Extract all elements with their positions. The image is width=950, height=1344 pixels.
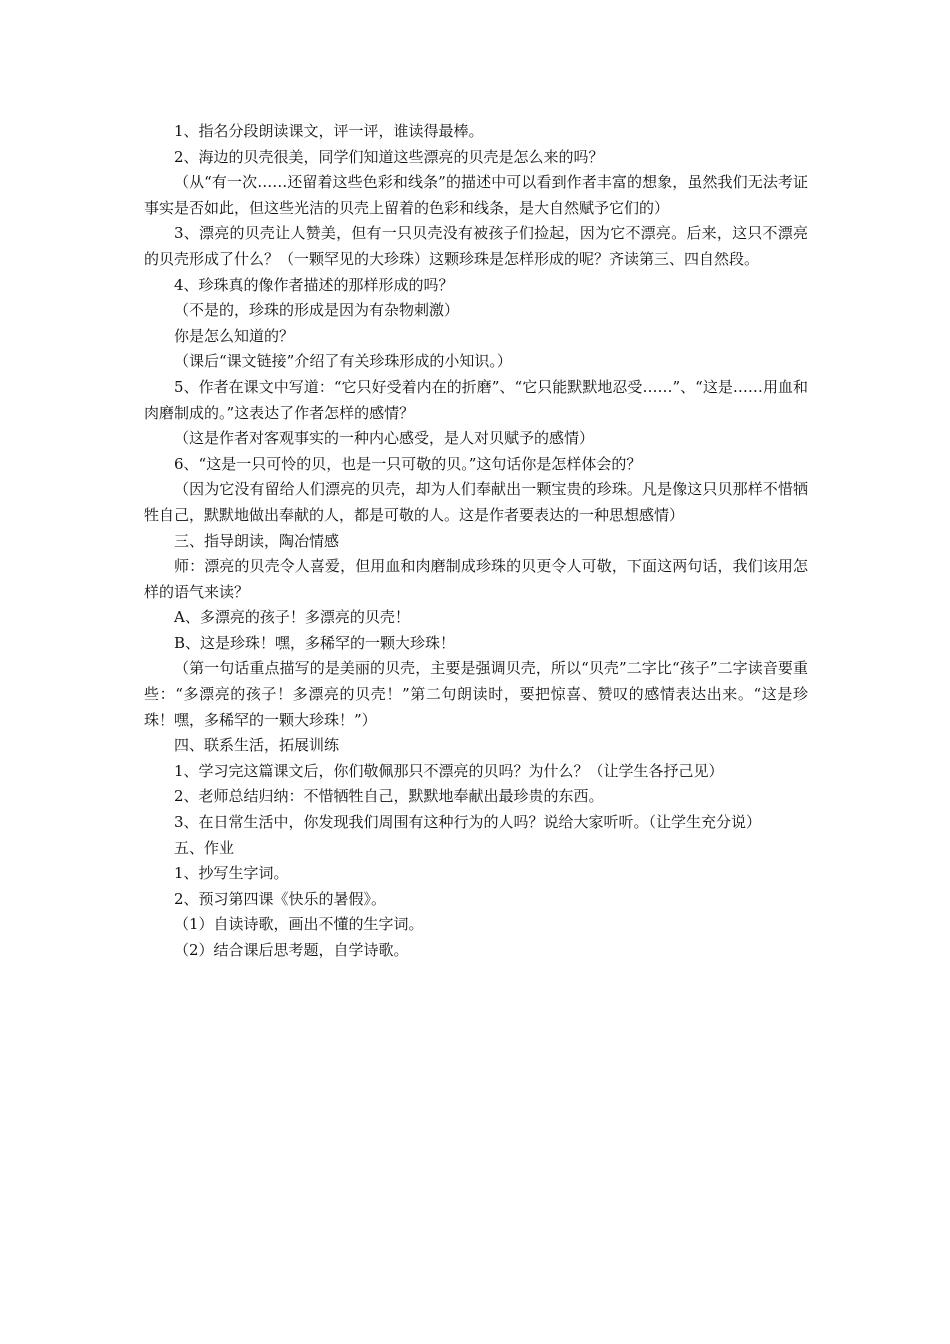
paragraph-pearl-formation-answer: （不是的，珍珠的形成是因为有杂物刺激） [174,301,460,320]
paragraph-sentence-b: B、这是珍珠！嘿，多稀罕的一颗大珍珠！ [174,633,456,652]
paragraph-pearl-formation-question: 4、珍珠真的像作者描述的那样形成的吗？ [174,275,454,294]
paragraph-author-feeling-question: 5、作者在课文中写道：“它只好受着内在的折磨”、“它只能默默地忍受……”、“这是……用血和肉磨制成的。”这表达了作者怎样的感情？ [144,377,808,422]
paragraph-pearl-question: 3、漂亮的贝壳让人赞美，但有一只贝壳没有被孩子们捡起，因为它不漂亮。后来，这只不漂亮的贝壳形成了什么？（一颗罕见的大珍珠）这颗珍珠是怎样形成的呢？齐读第三、四自然段。 [144,224,808,268]
paragraph-pitiful-shell-answer: （因为它没有留给人们漂亮的贝壳，却为人们奉献出一颗宝贵的珍珠。凡是像这只贝那样不惜牺牲自己，默默地做出奉献的人，都是可敬的人。这是作者要表达的一种思想感情） [144,480,808,524]
homework-item-preview-lesson: 2、预习第四课《快乐的暑假》。 [174,889,387,908]
paragraph-reading-explanation: （第一句话重点描写的是美丽的贝壳，主要是强调贝壳，所以“贝壳”二字比“孩子”二字读音要重些：“多漂亮的孩子！多漂亮的贝壳！”第二句朗读时，要把惊喜、赞叹的感情表达出来。“这是珍珠！嘿，多稀罕的一颗大珍珠！”） [144,659,808,729]
section-heading-reading-guidance: 三、指导朗读，陶冶情感 [174,531,340,550]
paragraph-sentence-a: A、多漂亮的孩子！多漂亮的贝壳！ [174,608,410,627]
lesson-plan-body [144,119,808,964]
paragraph-pitiful-shell-question: 6、“这是一只可怜的贝，也是一只可敬的贝。”这句话你是怎样体会的？ [174,454,642,473]
paragraph-admire-question: 1、学习完这篇课文后，你们敬佩那只不漂亮的贝吗？为什么？（让学生各抒己见） [174,761,724,780]
paragraph-daily-life-question: 3、在日常生活中，你发现我们周围有这种行为的人吗？说给大家听听。（让学生充分说） [174,813,762,832]
homework-subitem-self-study: （2）结合课后思考题，自学诗歌。 [174,941,409,959]
paragraph-reading-aloud: 1、指名分段朗读课文，评一评，谁读得最棒。 [174,122,484,140]
paragraph-teacher-summary: 2、老师总结归纳：不惜牺牲自己，默默地奉献出最珍贵的东西。 [174,787,604,806]
paragraph-how-know: 你是怎么知道的？ [174,326,295,345]
paragraph-author-feeling-answer: （这是作者对客观事实的一种内心感受，是人对贝赋予的感情） [174,429,595,448]
homework-item-copy-words: 1、抄写生字词。 [174,864,289,883]
paragraph-text-link: （课后“课文链接”介绍了有关珍珠形成的小知识。） [174,352,512,371]
paragraph-shell-question: 2、海边的贝壳很美，同学们知道这些漂亮的贝壳是怎么来的吗？ [174,147,604,166]
section-heading-homework: 五、作业 [174,838,235,857]
paragraph-teacher-prompt: 师：漂亮的贝壳令人喜爱，但用血和肉磨制成珍珠的贝更令人可敬，下面这两句话，我们该用怎样的语气来读？ [144,557,808,601]
homework-subitem-read-poem: （1）自读诗歌，画出不懂的生字词。 [174,915,424,934]
paragraph-shell-answer: （从“有一次……还留着这些色彩和线条”的描述中可以看到作者丰富的想象，虽然我们无法考证事实是否如此，但这些光洁的贝壳上留着的色彩和线条，是大自然赋予它们的） [144,173,808,217]
section-heading-life-connection: 四、联系生活，拓展训练 [174,736,340,755]
